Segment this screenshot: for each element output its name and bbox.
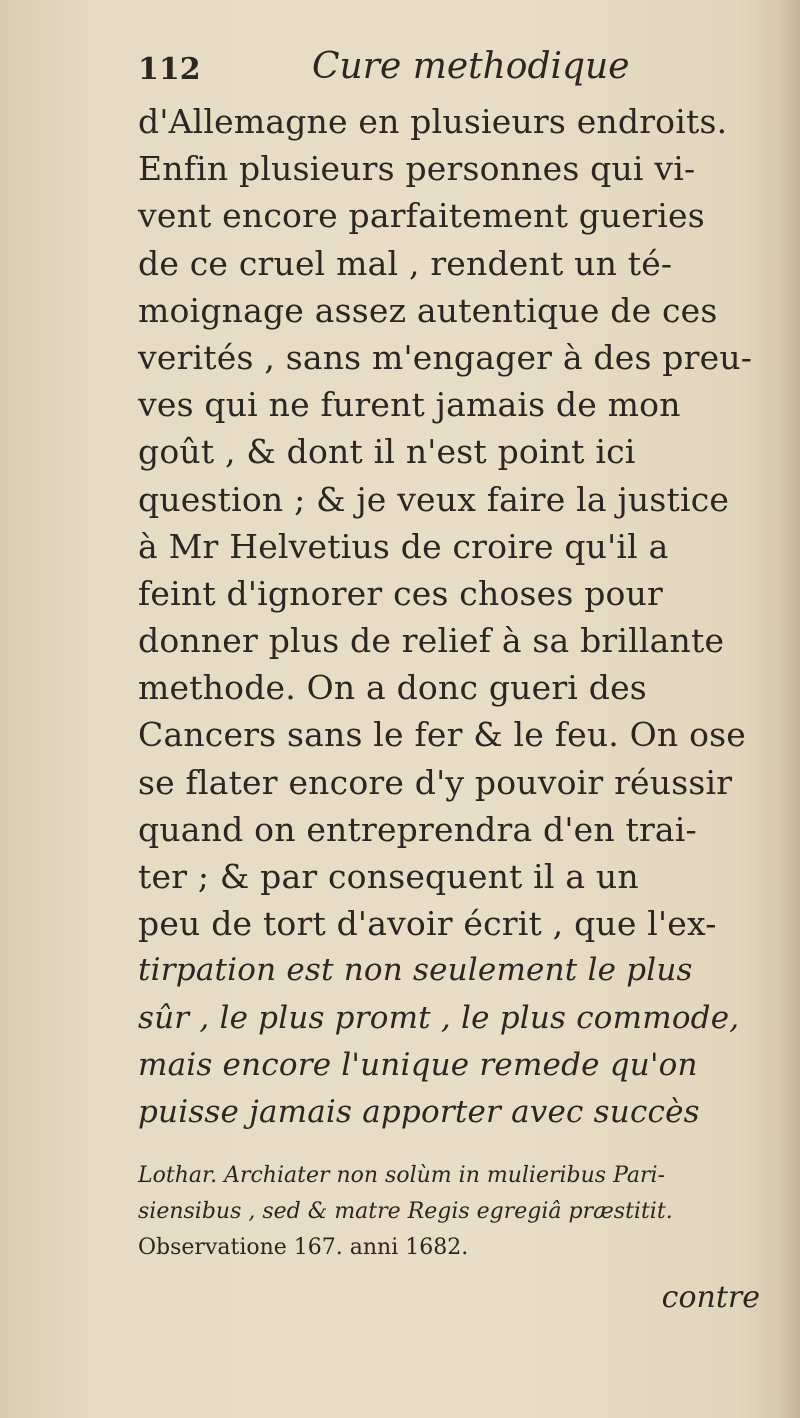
text-line: à Mr Helvetius de croire qu'il a	[138, 526, 669, 566]
text-line: peu de tort d'avoir écrit , que l'ex-	[138, 904, 717, 944]
text-line: mais encore l'unique remede qu'on	[138, 1046, 698, 1083]
catchword: contre	[661, 1280, 760, 1315]
text-line: methode. On a donc gueri des	[138, 668, 647, 708]
text-line: sûr , le plus promt , le plus commode,	[138, 999, 740, 1036]
text-line: verités , sans m'engager à des preu-	[138, 337, 753, 377]
text-line: Enfin plusieurs personnes qui vi-	[138, 149, 696, 189]
text-line: feint d'ignorer ces choses pour	[138, 573, 664, 613]
footnote	[138, 1158, 768, 1266]
text-line: vent encore parfaitement gueries	[138, 196, 705, 236]
page-header	[0, 46, 800, 96]
text-line: donner plus de relief à sa brillante	[138, 621, 725, 661]
text-line: ves qui ne furent jamais de mon	[138, 385, 681, 425]
text-line: tirpation est non seulement le plus	[138, 952, 693, 989]
running-head: Cure methodique	[312, 46, 630, 87]
body-text	[138, 98, 768, 1136]
footnote-line: Lothar. Archiater non solùm in mulieribus Pari-	[138, 1163, 665, 1188]
footnote-line: siensibus , sed & matre Regis egregiâ præstitit.	[138, 1199, 673, 1224]
text-line: quand on entreprendra d'en trai-	[138, 809, 697, 849]
text-line: de ce cruel mal , rendent un té-	[138, 243, 673, 283]
text-line: Cancers sans le fer & le feu. On ose	[138, 715, 746, 755]
footnote-line: Observatione 167. anni 1682.	[138, 1235, 469, 1260]
text-line: puisse jamais apporter avec succès	[138, 1093, 700, 1130]
text-line: ter ; & par consequent il a un	[138, 857, 639, 896]
page-edge-shadow	[778, 0, 800, 1418]
text-line: se flater encore d'y pouvoir réussir	[138, 762, 733, 802]
text-line: goût , & dont il n'est point ici	[138, 432, 636, 472]
page-number: 112	[138, 52, 201, 87]
text-line: moignage assez autentique de ces	[138, 290, 718, 330]
text-line: d'Allemagne en plusieurs endroits.	[138, 102, 728, 141]
text-line: question ; & je veux faire la justice	[138, 479, 730, 519]
